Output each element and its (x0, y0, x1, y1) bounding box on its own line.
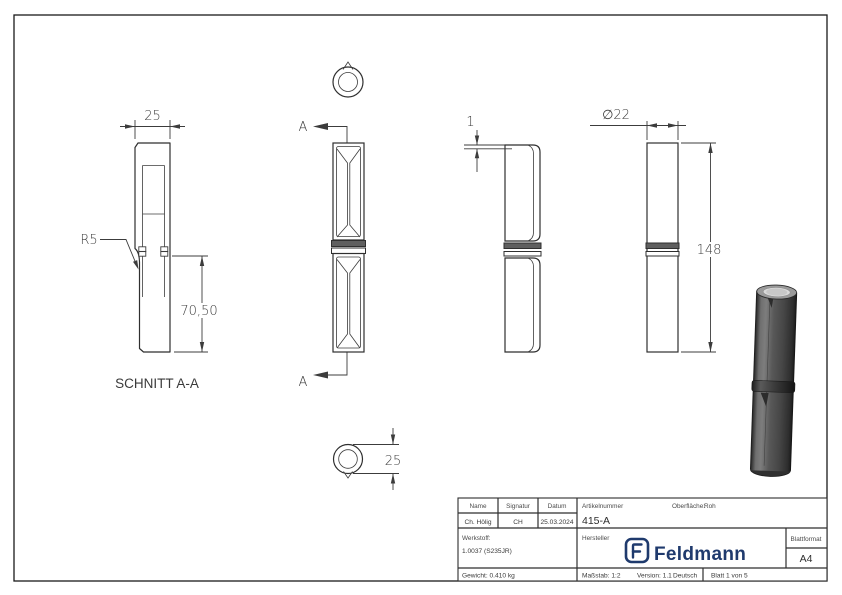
header-date: Datum (547, 503, 567, 510)
preview-center-ring (752, 380, 795, 392)
dim-bottom-dia-25 (353, 428, 401, 490)
header-name: Name (469, 503, 487, 510)
svg-text:R5: R5 (80, 233, 98, 248)
sheet-format-value: A4 (799, 553, 813, 565)
side-view (464, 115, 541, 352)
svg-text:70,50: 70,50 (180, 304, 218, 319)
value-date: 25.03.2024 (540, 519, 574, 526)
material-label: Werkstoff: (462, 535, 491, 542)
value-name: Ch. Hölig (464, 519, 492, 526)
language-value: Deutsch (673, 572, 698, 580)
dim-width-25 (120, 109, 185, 139)
hinge-upper-half (333, 143, 364, 240)
svg-text:∅22: ∅22 (602, 108, 630, 123)
bottom-view-circle (334, 445, 363, 479)
svg-text:A: A (298, 375, 308, 390)
svg-text:1: 1 (466, 115, 475, 130)
section-view (80, 109, 217, 391)
dim-dia-22 (590, 108, 686, 140)
side-lower-half (505, 258, 540, 352)
top-view-circle (333, 62, 363, 97)
brand-name: Feldmann (654, 544, 747, 565)
value-signature: CH (513, 519, 523, 526)
page-border (14, 15, 827, 581)
scale-value: Maßstab: 1:2 (582, 572, 621, 580)
dim-height-70-50 (172, 256, 218, 352)
center-ring (332, 241, 366, 247)
section-caption: SCHNITT A-A (115, 376, 199, 391)
cut-line-top (299, 120, 347, 143)
svg-text:25: 25 (384, 454, 402, 469)
dim-radius-r5 (80, 233, 138, 270)
article-number-value: 415-A (582, 515, 611, 527)
material-value: 1.0037 (S235JR) (462, 548, 512, 555)
weight-value: Gewicht: 0.410 kg (462, 572, 515, 580)
cut-line-bottom (299, 352, 347, 390)
header-signature: Signatur (506, 503, 530, 510)
svg-text:25: 25 (144, 109, 161, 124)
front-view (299, 62, 402, 490)
surface-value: Roh (704, 503, 716, 510)
side-upper-half (505, 145, 540, 241)
sheet-number-value: Blatt 1 von 5 (711, 572, 748, 580)
svg-text:A: A (298, 120, 308, 135)
manufacturer-label: Hersteller (582, 535, 610, 542)
article-number-label: Artikelnummer (582, 503, 624, 510)
dim-length-148 (681, 143, 724, 352)
hinge-lower-half (333, 254, 364, 353)
sheet-format-label: Blattformat (790, 536, 822, 543)
version-value: Version: 1.1 (637, 572, 672, 580)
profile-view (590, 108, 724, 352)
part-3d-preview (749, 284, 799, 477)
surface-label: Oberfläche: (672, 503, 706, 510)
svg-text:148: 148 (696, 243, 722, 258)
bore-hole (143, 166, 165, 215)
circlip-groove (139, 247, 168, 256)
title-block (458, 498, 827, 581)
